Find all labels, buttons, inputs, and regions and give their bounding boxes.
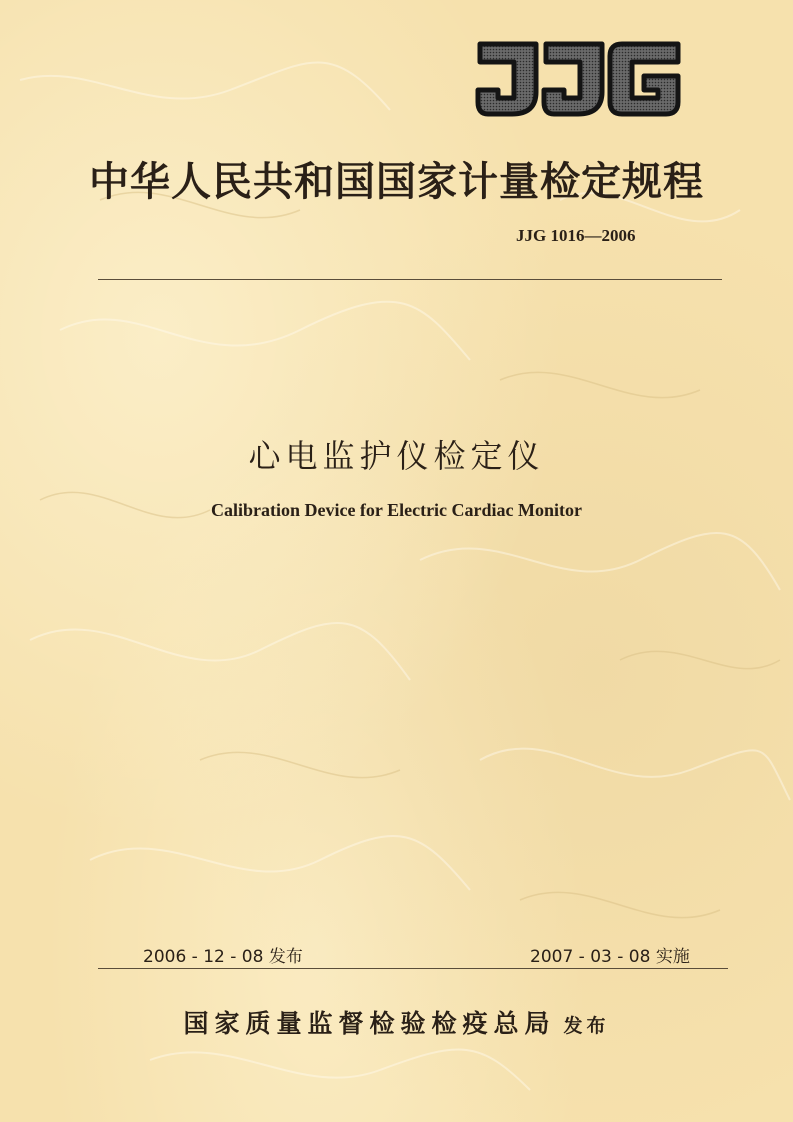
regulation-series-title: 中华人民共和国国家计量检定规程	[89, 159, 704, 205]
issue-date: 2006 - 12 - 08 发布	[143, 947, 303, 967]
jjg-logo	[474, 36, 684, 120]
document-title-chinese: 心电监护仪检定仪	[248, 437, 545, 475]
top-divider	[98, 279, 722, 280]
effective-date: 2007 - 03 - 08 实施	[530, 947, 690, 967]
publisher-suffix: 发布	[563, 1015, 610, 1037]
bottom-divider	[98, 968, 728, 969]
document-title-english: Calibration Device for Electric Cardiac Monitor	[210, 500, 583, 520]
publisher-name: 国家质量监督检验检疫总局	[183, 1009, 556, 1038]
publisher-line	[0, 1004, 793, 1040]
document-number: JJG 1016—2006	[516, 226, 636, 245]
